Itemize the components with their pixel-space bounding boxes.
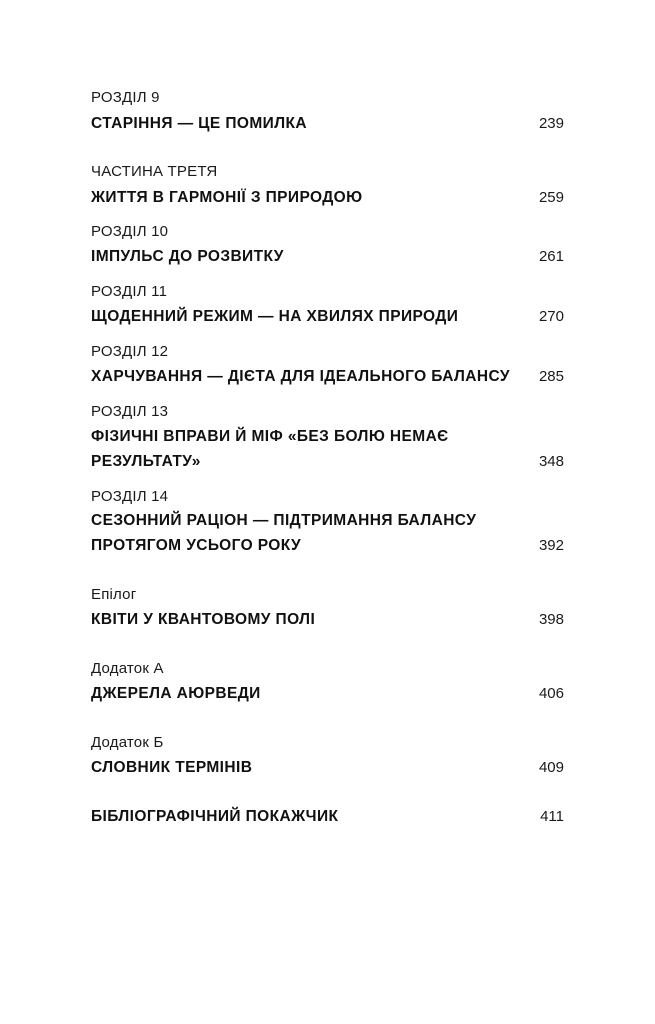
- chapter-title-line-1[interactable]: ФІЗИЧНІ ВПРАВИ Й МІФ «БЕЗ БОЛЮ НЕМАЄ: [91, 428, 449, 445]
- chapter-title[interactable]: ІМПУЛЬС ДО РОЗВИТКУ: [91, 248, 284, 265]
- epilogue-label: Епілог: [91, 586, 137, 603]
- epilogue-title[interactable]: КВІТИ У КВАНТОВОМУ ПОЛІ: [91, 611, 316, 628]
- page-number: 409: [538, 759, 564, 776]
- chapter-label: РОЗДІЛ 14: [91, 488, 169, 505]
- page-number: 239: [538, 115, 564, 132]
- page-number: 398: [538, 611, 564, 628]
- chapter-title-line-1[interactable]: СЕЗОННИЙ РАЦІОН — ПІДТРИМАННЯ БАЛАНСУ: [91, 512, 477, 529]
- chapter-title-line-2[interactable]: ПРОТЯГОМ УСЬОГО РОКУ: [91, 537, 302, 554]
- chapter-label: РОЗДІЛ 9: [91, 89, 160, 106]
- appendix-title[interactable]: ДЖЕРЕЛА АЮРВЕДИ: [91, 685, 261, 702]
- page-number: 411: [540, 808, 564, 825]
- page-number: 259: [538, 189, 564, 206]
- chapter-label: РОЗДІЛ 11: [91, 283, 168, 300]
- page-number: 261: [538, 248, 564, 265]
- appendix-label: Додаток А: [91, 660, 164, 677]
- chapter-title-line-2[interactable]: РЕЗУЛЬТАТУ»: [91, 453, 201, 470]
- chapter-label: РОЗДІЛ 12: [91, 343, 169, 360]
- chapter-title[interactable]: СТАРІННЯ — ЦЕ ПОМИЛКА: [91, 115, 307, 132]
- appendix-label: Додаток Б: [91, 734, 164, 751]
- chapter-title[interactable]: ХАРЧУВАННЯ — ДІЄТА ДЛЯ ІДЕАЛЬНОГО БАЛАНСУ: [91, 368, 510, 385]
- page-number: 285: [538, 368, 564, 385]
- chapter-label: РОЗДІЛ 13: [91, 403, 169, 420]
- appendix-title[interactable]: СЛОВНИК ТЕРМІНІВ: [91, 759, 253, 776]
- page-number: 406: [538, 685, 564, 702]
- page-number: 348: [538, 453, 564, 470]
- page-number: 270: [538, 308, 564, 325]
- bibliography-title[interactable]: БІБЛІОГРАФІЧНИЙ ПОКАЖЧИК: [91, 808, 339, 825]
- part-label: ЧАСТИНА ТРЕТЯ: [91, 163, 218, 180]
- part-title[interactable]: ЖИТТЯ В ГАРМОНІЇ З ПРИРОДОЮ: [91, 189, 363, 206]
- chapter-title[interactable]: ЩОДЕННИЙ РЕЖИМ — НА ХВИЛЯХ ПРИРОДИ: [91, 308, 459, 325]
- chapter-label: РОЗДІЛ 10: [91, 223, 169, 240]
- page-number: 392: [538, 537, 564, 554]
